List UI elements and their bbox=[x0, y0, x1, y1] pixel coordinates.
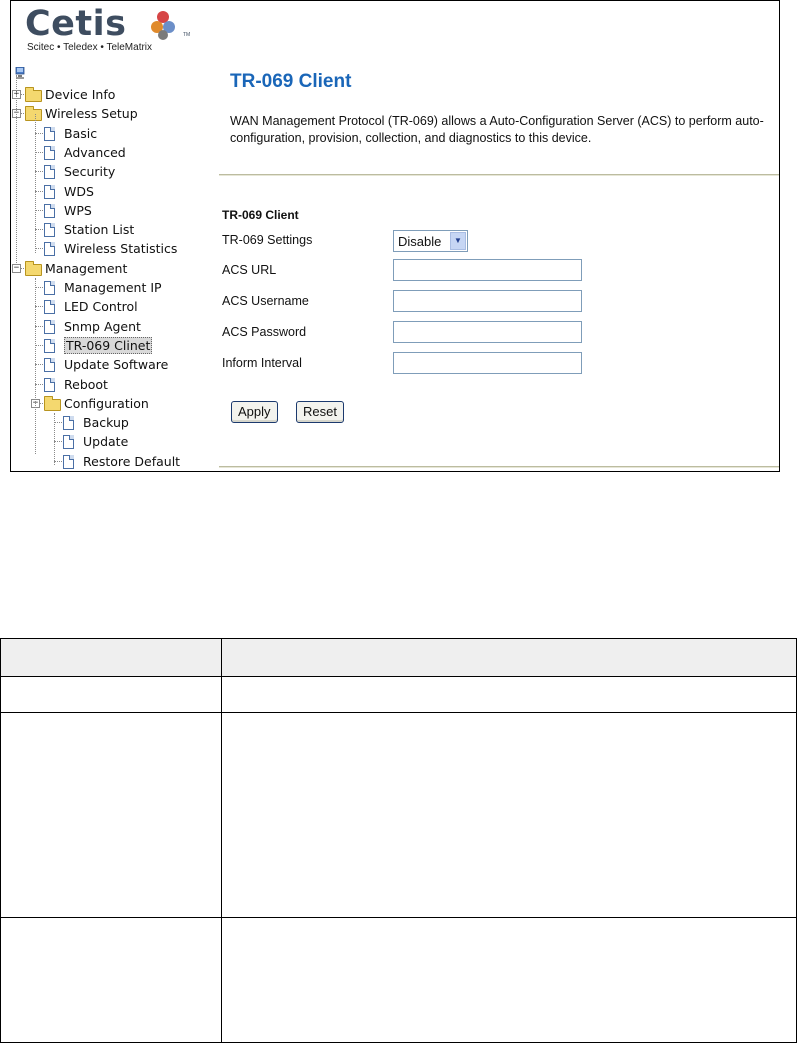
page-icon bbox=[44, 185, 55, 199]
screenshot-frame bbox=[10, 0, 780, 472]
page-icon bbox=[63, 416, 74, 430]
logo-wordmark: Cetis bbox=[25, 4, 127, 44]
tree-item-label: Station List bbox=[64, 222, 135, 238]
tree-item-label: Management bbox=[45, 260, 128, 276]
tree-item-basic[interactable] bbox=[11, 124, 211, 143]
tree-item-label: Update bbox=[83, 434, 129, 450]
tr069-settings-value: Disable bbox=[398, 234, 442, 249]
tr069-settings-label: TR-069 Settings bbox=[222, 233, 313, 247]
tree-item-label: Management IP bbox=[64, 280, 162, 295]
tree-item-label: Configuration bbox=[64, 395, 149, 411]
tree-item-reboot[interactable] bbox=[11, 375, 211, 394]
tree-item-management[interactable] bbox=[11, 259, 211, 278]
main-panel bbox=[211, 1, 779, 471]
table-cell bbox=[222, 677, 797, 713]
tree-item-security[interactable] bbox=[11, 162, 211, 181]
tree-item-station-list[interactable] bbox=[11, 220, 211, 239]
acs-password-label: ACS Password bbox=[222, 325, 307, 339]
tree-item-backup[interactable] bbox=[11, 413, 211, 432]
page-icon bbox=[44, 127, 55, 141]
page-icon bbox=[44, 165, 55, 179]
folder-icon bbox=[25, 264, 42, 276]
acs-username-label: ACS Username bbox=[222, 294, 309, 308]
tree-item-label: Restore Default bbox=[83, 453, 181, 469]
tree-item-label: WPS bbox=[64, 202, 92, 218]
tree-item-label: Device Info bbox=[45, 87, 116, 102]
table-row bbox=[1, 677, 797, 713]
logo-tagline: Scitec • Teledex • TeleMatrix bbox=[27, 42, 153, 53]
tree-item-snmp-agent[interactable] bbox=[11, 317, 211, 336]
page-icon bbox=[44, 339, 55, 353]
tree-connector bbox=[54, 413, 55, 465]
tree-item-management-ip[interactable] bbox=[11, 278, 211, 297]
tree-connector bbox=[35, 278, 36, 454]
tree-item-label: TR-069 Clinet bbox=[66, 337, 151, 353]
collapse-icon[interactable]: − bbox=[13, 262, 20, 273]
tree-item-wps[interactable] bbox=[11, 201, 211, 220]
folder-icon bbox=[25, 90, 42, 102]
tree-item-label: LED Control bbox=[64, 299, 138, 315]
sidebar bbox=[11, 1, 211, 471]
tree-connector bbox=[35, 114, 36, 253]
tree-item-device-info[interactable] bbox=[11, 85, 211, 104]
table-cell bbox=[1, 677, 222, 713]
page-icon bbox=[63, 435, 74, 449]
folder-icon bbox=[44, 399, 61, 411]
tree-item-label: Snmp Agent bbox=[64, 318, 141, 334]
page-icon bbox=[63, 455, 74, 469]
tree-item-label: Reboot bbox=[64, 376, 108, 392]
logo-tm-mark: TM bbox=[183, 32, 191, 38]
folder-icon bbox=[25, 109, 42, 121]
tree-item-wireless-statistics[interactable] bbox=[11, 239, 211, 258]
tree-item-tr-069-clinet[interactable] bbox=[11, 336, 211, 355]
tree-item-label: Update Software bbox=[64, 357, 169, 373]
table-header-cell bbox=[222, 639, 797, 677]
divider bbox=[219, 174, 780, 175]
apply-button[interactable]: Apply bbox=[231, 401, 278, 423]
expand-icon[interactable]: + bbox=[13, 89, 20, 99]
tree-item-label: Backup bbox=[83, 415, 129, 431]
tree-item-label: Advanced bbox=[64, 144, 126, 160]
tree-item-label: Security bbox=[64, 164, 116, 180]
collapse-icon[interactable]: − bbox=[32, 397, 39, 408]
tree-item-advanced[interactable] bbox=[11, 143, 211, 162]
tree-item-update[interactable] bbox=[11, 432, 211, 451]
acs-url-input[interactable] bbox=[393, 259, 582, 281]
table-cell bbox=[1, 918, 222, 1043]
table-cell bbox=[222, 713, 797, 918]
page-icon bbox=[44, 223, 55, 237]
collapse-icon[interactable]: − bbox=[13, 108, 20, 119]
page-icon bbox=[44, 378, 55, 392]
table-cell bbox=[222, 918, 797, 1043]
table-header-cell bbox=[1, 639, 222, 677]
page-icon bbox=[44, 358, 55, 372]
logo-dot bbox=[158, 30, 168, 40]
acs-password-input[interactable] bbox=[393, 321, 582, 343]
tree-item-label: Wireless Setup bbox=[45, 106, 138, 122]
page-icon bbox=[44, 242, 55, 256]
section-title: TR-069 Client bbox=[222, 208, 299, 222]
page-icon bbox=[44, 204, 55, 218]
page-icon bbox=[44, 320, 55, 334]
table-row bbox=[1, 918, 797, 1043]
tr069-settings-select[interactable] bbox=[393, 230, 468, 252]
table-row bbox=[1, 713, 797, 918]
tree-connector bbox=[16, 75, 17, 265]
tree-item-led-control[interactable] bbox=[11, 297, 211, 316]
document-table bbox=[0, 638, 797, 1043]
page-icon bbox=[44, 300, 55, 314]
tree-item-update-software[interactable] bbox=[11, 355, 211, 374]
page-title: TR-069 Client bbox=[230, 71, 352, 92]
table-header-row bbox=[1, 639, 797, 677]
acs-username-input[interactable] bbox=[393, 290, 582, 312]
inform-interval-label: Inform Interval bbox=[222, 356, 302, 370]
tree-item-label: Wireless Statistics bbox=[64, 241, 178, 257]
cetis-logo bbox=[25, 4, 215, 64]
acs-url-label: ACS URL bbox=[222, 263, 277, 277]
inform-interval-input[interactable] bbox=[393, 352, 582, 374]
table-cell bbox=[1, 713, 222, 918]
tree-item-label: Basic bbox=[64, 125, 98, 141]
reset-button[interactable]: Reset bbox=[296, 401, 344, 423]
page-description: WAN Management Protocol (TR-069) allows a Auto-Configuration Server (ACS) to perform auto-configuration, provision, collection, and diagnostics to this device. bbox=[230, 114, 764, 145]
divider bbox=[219, 466, 780, 467]
page-icon bbox=[44, 146, 55, 160]
tree-item-configuration[interactable] bbox=[11, 394, 211, 413]
tree-item-label: WDS bbox=[64, 183, 94, 199]
tree-item-wds[interactable] bbox=[11, 182, 211, 201]
tree-item-wireless-setup[interactable] bbox=[11, 104, 211, 123]
chevron-down-icon[interactable]: ▼ bbox=[450, 232, 466, 250]
tree-item-restore-default[interactable] bbox=[11, 452, 211, 471]
page-icon bbox=[44, 281, 55, 295]
